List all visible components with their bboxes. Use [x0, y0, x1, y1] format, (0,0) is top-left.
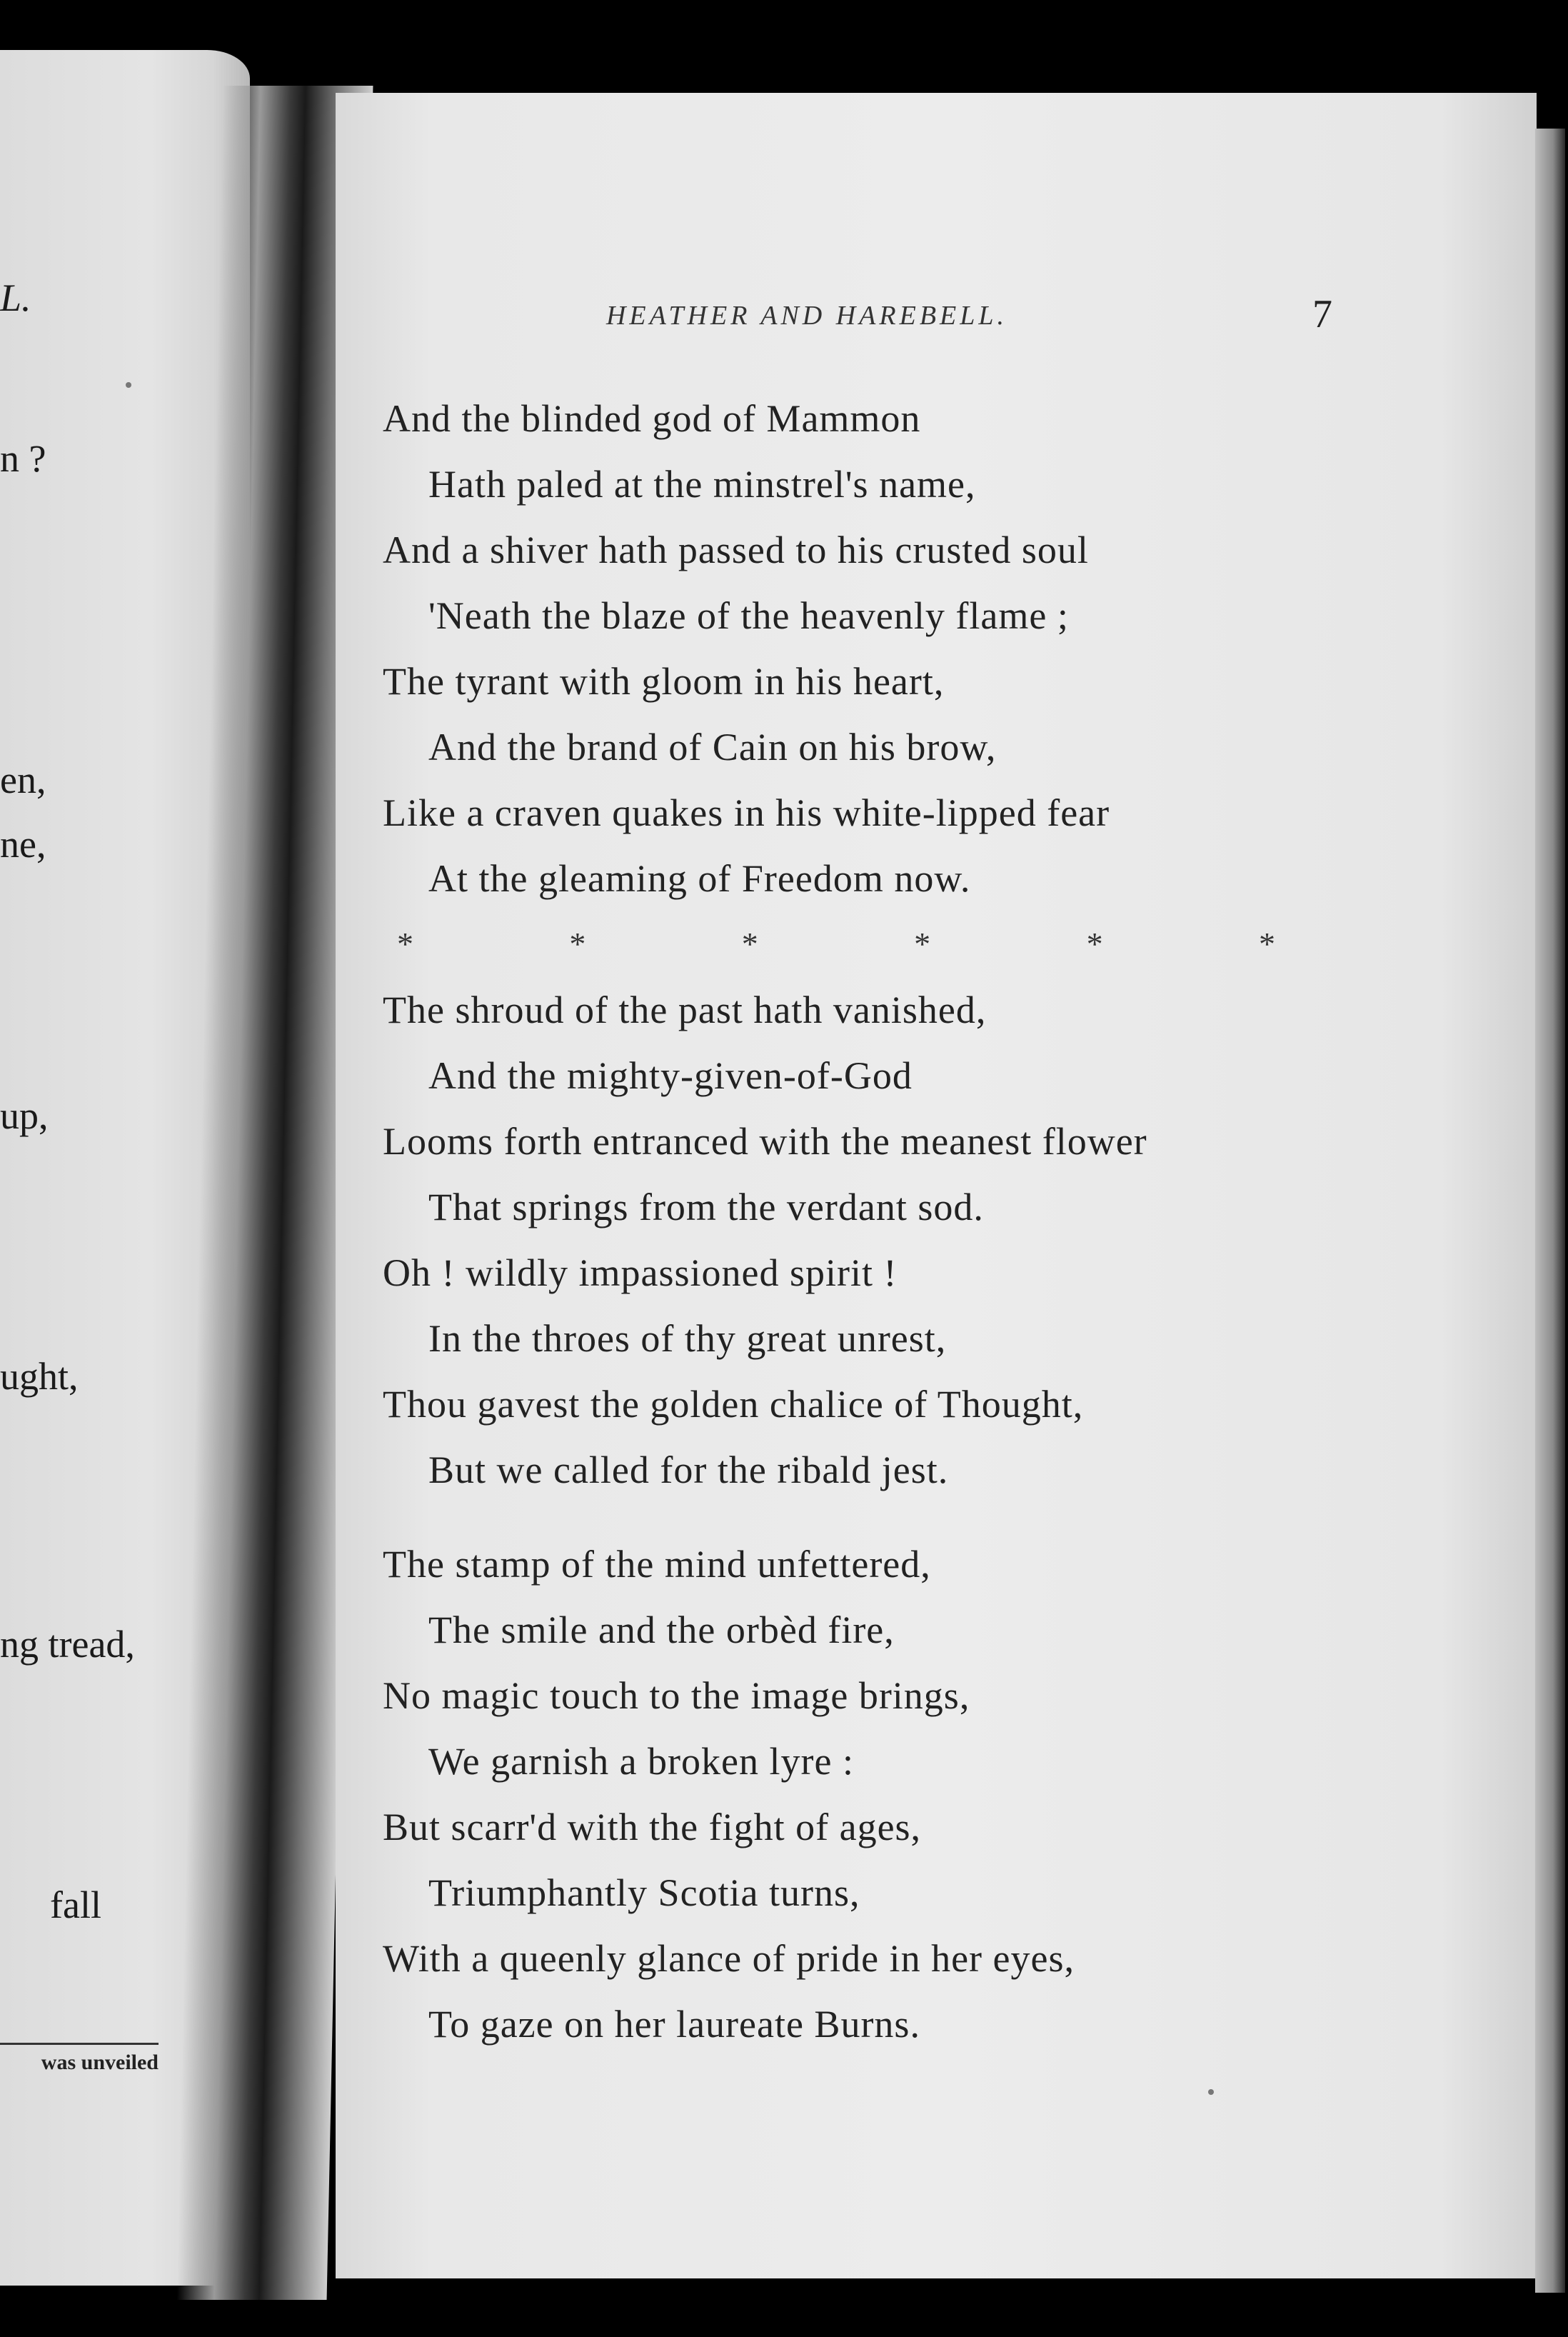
asterisk: *	[1086, 926, 1103, 962]
poem-line: To gaze on her laureate Burns.	[428, 2003, 920, 2046]
left-page-fragment: fall	[50, 1883, 101, 1926]
left-page-fragment: up,	[0, 1094, 49, 1137]
stanza	[383, 977, 1497, 1503]
poem-line: At the gleaming of Freedom now.	[428, 857, 971, 900]
poem-line: Triumphantly Scotia turns,	[428, 1871, 860, 1914]
poem-line: And the blinded god of Mammon	[383, 397, 921, 440]
left-page-fragment: ne,	[0, 823, 46, 866]
left-page-fragment: ng tread,	[0, 1623, 135, 1666]
poem-line: And the mighty-given-of-God	[428, 1054, 913, 1097]
poem-line: We garnish a broken lyre :	[428, 1740, 854, 1783]
poem-line: In the throes of thy great unrest,	[428, 1317, 947, 1360]
poem-line: But we called for the ribald jest.	[428, 1448, 949, 1491]
page-number: 7	[1312, 292, 1332, 336]
poem-line: The shroud of the past hath vanished,	[383, 989, 987, 1031]
stanza-break	[383, 1503, 1497, 1531]
asterisk: *	[397, 926, 413, 962]
running-head: HEATHER AND HAREBELL.	[605, 301, 1008, 331]
asterisk: *	[741, 926, 758, 962]
left-page-footnote: was unveiled	[0, 2043, 159, 2075]
poem-line: Thou gavest the golden chalice of Thought,	[383, 1383, 1084, 1426]
left-page-fragment: n ?	[0, 437, 46, 480]
poem-line: The smile and the orbèd fire,	[428, 1608, 895, 1651]
section-divider	[383, 911, 1275, 977]
page-edge	[1535, 129, 1565, 2293]
scan-speck	[1208, 2089, 1214, 2095]
asterisk: *	[914, 926, 931, 962]
poem-line: No magic touch to the image brings,	[383, 1674, 970, 1717]
asterisk: *	[1258, 926, 1275, 962]
left-page-fragment: en,	[0, 759, 46, 801]
poem-line: Oh ! wildly impassioned spirit !	[383, 1251, 898, 1294]
poem-line: But scarr'd with the fight of ages,	[383, 1806, 922, 1848]
poem-line: 'Neath the blaze of the heavenly flame ;	[428, 594, 1069, 637]
left-page-fragment: ught,	[0, 1355, 79, 1398]
stanza	[383, 1531, 1497, 2057]
poem-line: The tyrant with gloom in his heart,	[383, 660, 945, 703]
poem-line: And a shiver hath passed to his crusted soul	[383, 529, 1089, 571]
poem	[383, 386, 1497, 2057]
left-page-fragment: L.	[0, 276, 31, 319]
poem-line: And the brand of Cain on his brow,	[428, 726, 997, 769]
poem-line: That springs from the verdant sod.	[428, 1186, 984, 1228]
poem-line: Like a craven quakes in his white-lipped fear	[383, 791, 1110, 834]
poem-line: The stamp of the mind unfettered,	[383, 1543, 931, 1586]
poem-line: Looms forth entranced with the meanest flower	[383, 1120, 1147, 1163]
stanza	[383, 386, 1497, 911]
poem-line: With a queenly glance of pride in her eyes,	[383, 1937, 1075, 1980]
scan-speck	[126, 382, 131, 388]
asterisk: *	[569, 926, 586, 962]
poem-line: Hath paled at the minstrel's name,	[428, 463, 976, 506]
